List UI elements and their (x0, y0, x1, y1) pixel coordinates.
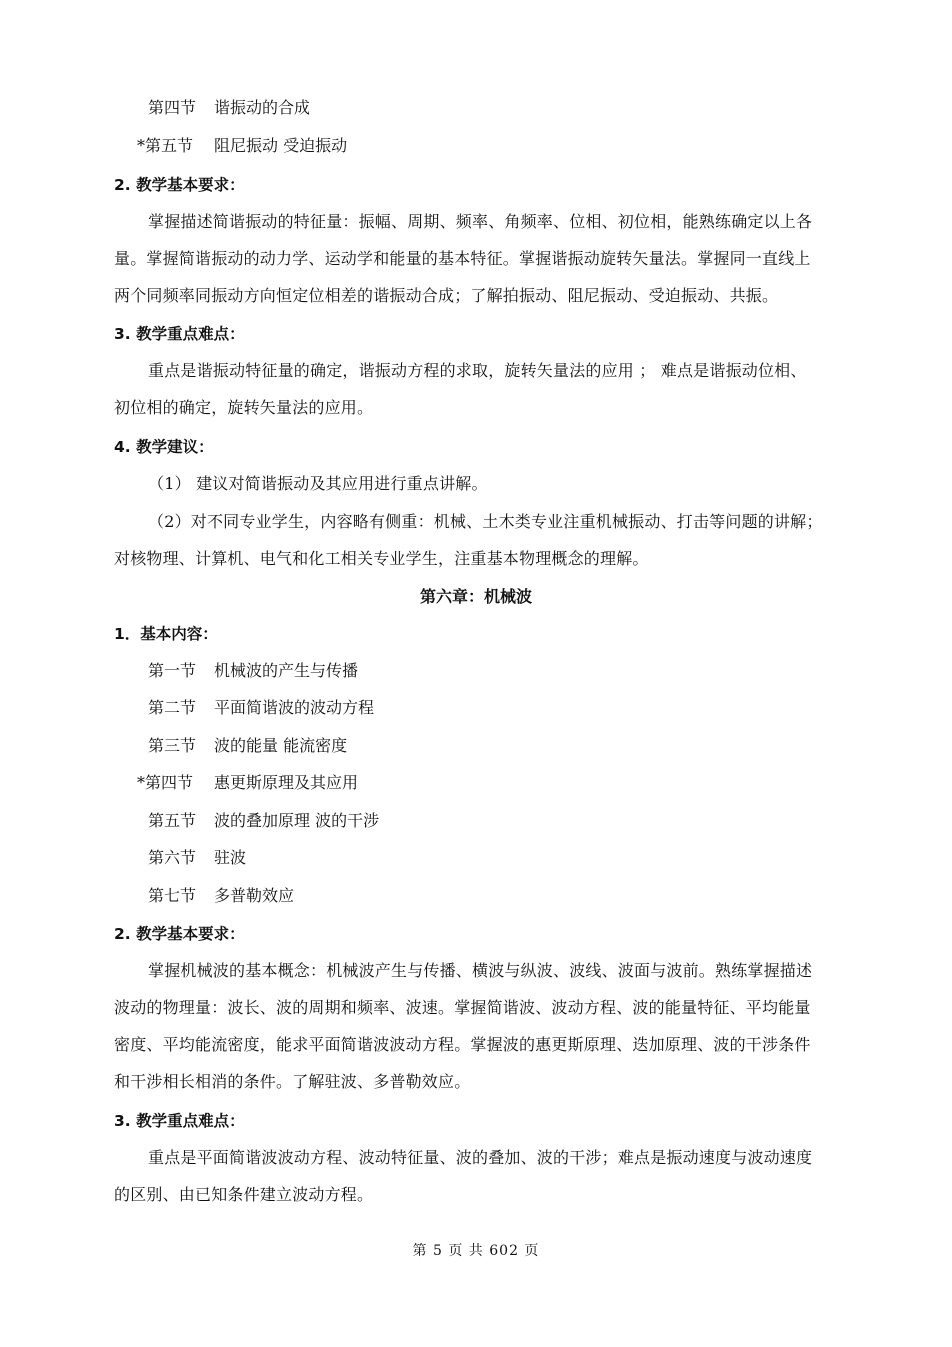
section-title: 机械波的产生与传播 (214, 661, 359, 680)
paragraph-line: 掌握描述简谐振动的特征量：振幅、周期、频率、角频率、位相、初位相，能熟练确定以上各 (148, 212, 813, 231)
section-number: 第三节 (148, 736, 197, 755)
section-number: 第一节 (148, 661, 197, 680)
paragraph-line: 波动的物理量：波长、波的周期和频率、波速。掌握简谐波、波动方程、波的能量特征、平均能量 (114, 998, 811, 1017)
paragraph-line: 初位相的确定，旋转矢量法的应用。 (114, 398, 374, 417)
section-title: 波的叠加原理 波的干涉 (214, 811, 380, 830)
section-title: 惠更斯原理及其应用 (214, 773, 359, 792)
paragraph-line: （2）对不同专业学生，内容略有侧重：机械、土木类专业注重机械振动、打击等问题的讲解； (148, 512, 823, 531)
paragraph-line: 密度、平均能流密度，能求平面简谐波波动方程。掌握波的惠更斯原理、迭加原理、波的干涉条件 (114, 1035, 811, 1054)
paragraph-line: 的区别、由已知条件建立波动方程。 (114, 1185, 374, 1204)
section-title: 多普勒效应 (214, 886, 295, 905)
section-item (148, 661, 358, 681)
section-item (148, 811, 379, 831)
paragraph-line: （1） 建议对简谐振动及其应用进行重点讲解。 (148, 474, 488, 493)
section-item (137, 773, 358, 793)
section-number: 第五节 (148, 811, 197, 830)
section-number: *第五节 (137, 136, 194, 155)
section-item (148, 98, 310, 118)
section-item (148, 848, 246, 868)
section-number: 第二节 (148, 698, 197, 717)
section-title: 平面简谐波的波动方程 (214, 698, 375, 717)
section-number: 第七节 (148, 886, 197, 905)
section-title: 谐振动的合成 (214, 98, 311, 117)
section-number: *第四节 (137, 773, 194, 792)
paragraph-line: 两个同频率同振动方向恒定位相差的谐振动合成；了解拍振动、阻尼振动、受迫振动、共振。 (114, 286, 779, 305)
section-heading: 3. 教学重点难点： (114, 1112, 245, 1130)
section-number: 第四节 (148, 98, 197, 117)
section-item (148, 886, 294, 906)
section-heading: 1．基本内容： (114, 625, 218, 643)
section-item (148, 698, 374, 718)
section-heading: 4. 教学建议： (114, 438, 214, 456)
section-item (137, 136, 347, 156)
page-footer: 第 5 页 共 602 页 (412, 1243, 540, 1259)
section-item (148, 736, 347, 756)
paragraph-line: 重点是平面简谐波波动方程、波动特征量、波的叠加、波的干涉；难点是振动速度与波动速度 (148, 1148, 813, 1167)
paragraph-line: 量。掌握简谐振动的动力学、运动学和能量的基本特征。掌握谐振动旋转矢量法。掌握同一直线上 (114, 249, 811, 268)
section-number: 第六节 (148, 848, 197, 867)
section-heading: 2. 教学基本要求： (114, 176, 245, 194)
section-title: 波的能量 能流密度 (214, 736, 348, 755)
paragraph-line: 和干涉相长相消的条件。了解驻波、多普勒效应。 (114, 1072, 471, 1091)
section-title: 阻尼振动 受迫振动 (214, 136, 348, 155)
chapter-title: 第六章：机械波 (419, 587, 532, 606)
paragraph-line: 重点是谐振动特征量的确定，谐振动方程的求取，旋转矢量法的应用 ； 难点是谐振动位相、 (148, 361, 807, 380)
section-heading: 3. 教学重点难点： (114, 325, 245, 343)
section-title: 驻波 (214, 848, 247, 867)
paragraph-line: 对核物理、计算机、电气和化工相关专业学生，注重基本物理概念的理解。 (114, 549, 649, 568)
section-heading: 2. 教学基本要求： (114, 925, 245, 943)
paragraph-line: 掌握机械波的基本概念：机械波产生与传播、横波与纵波、波线、波面与波前。熟练掌握描述 (148, 961, 813, 980)
